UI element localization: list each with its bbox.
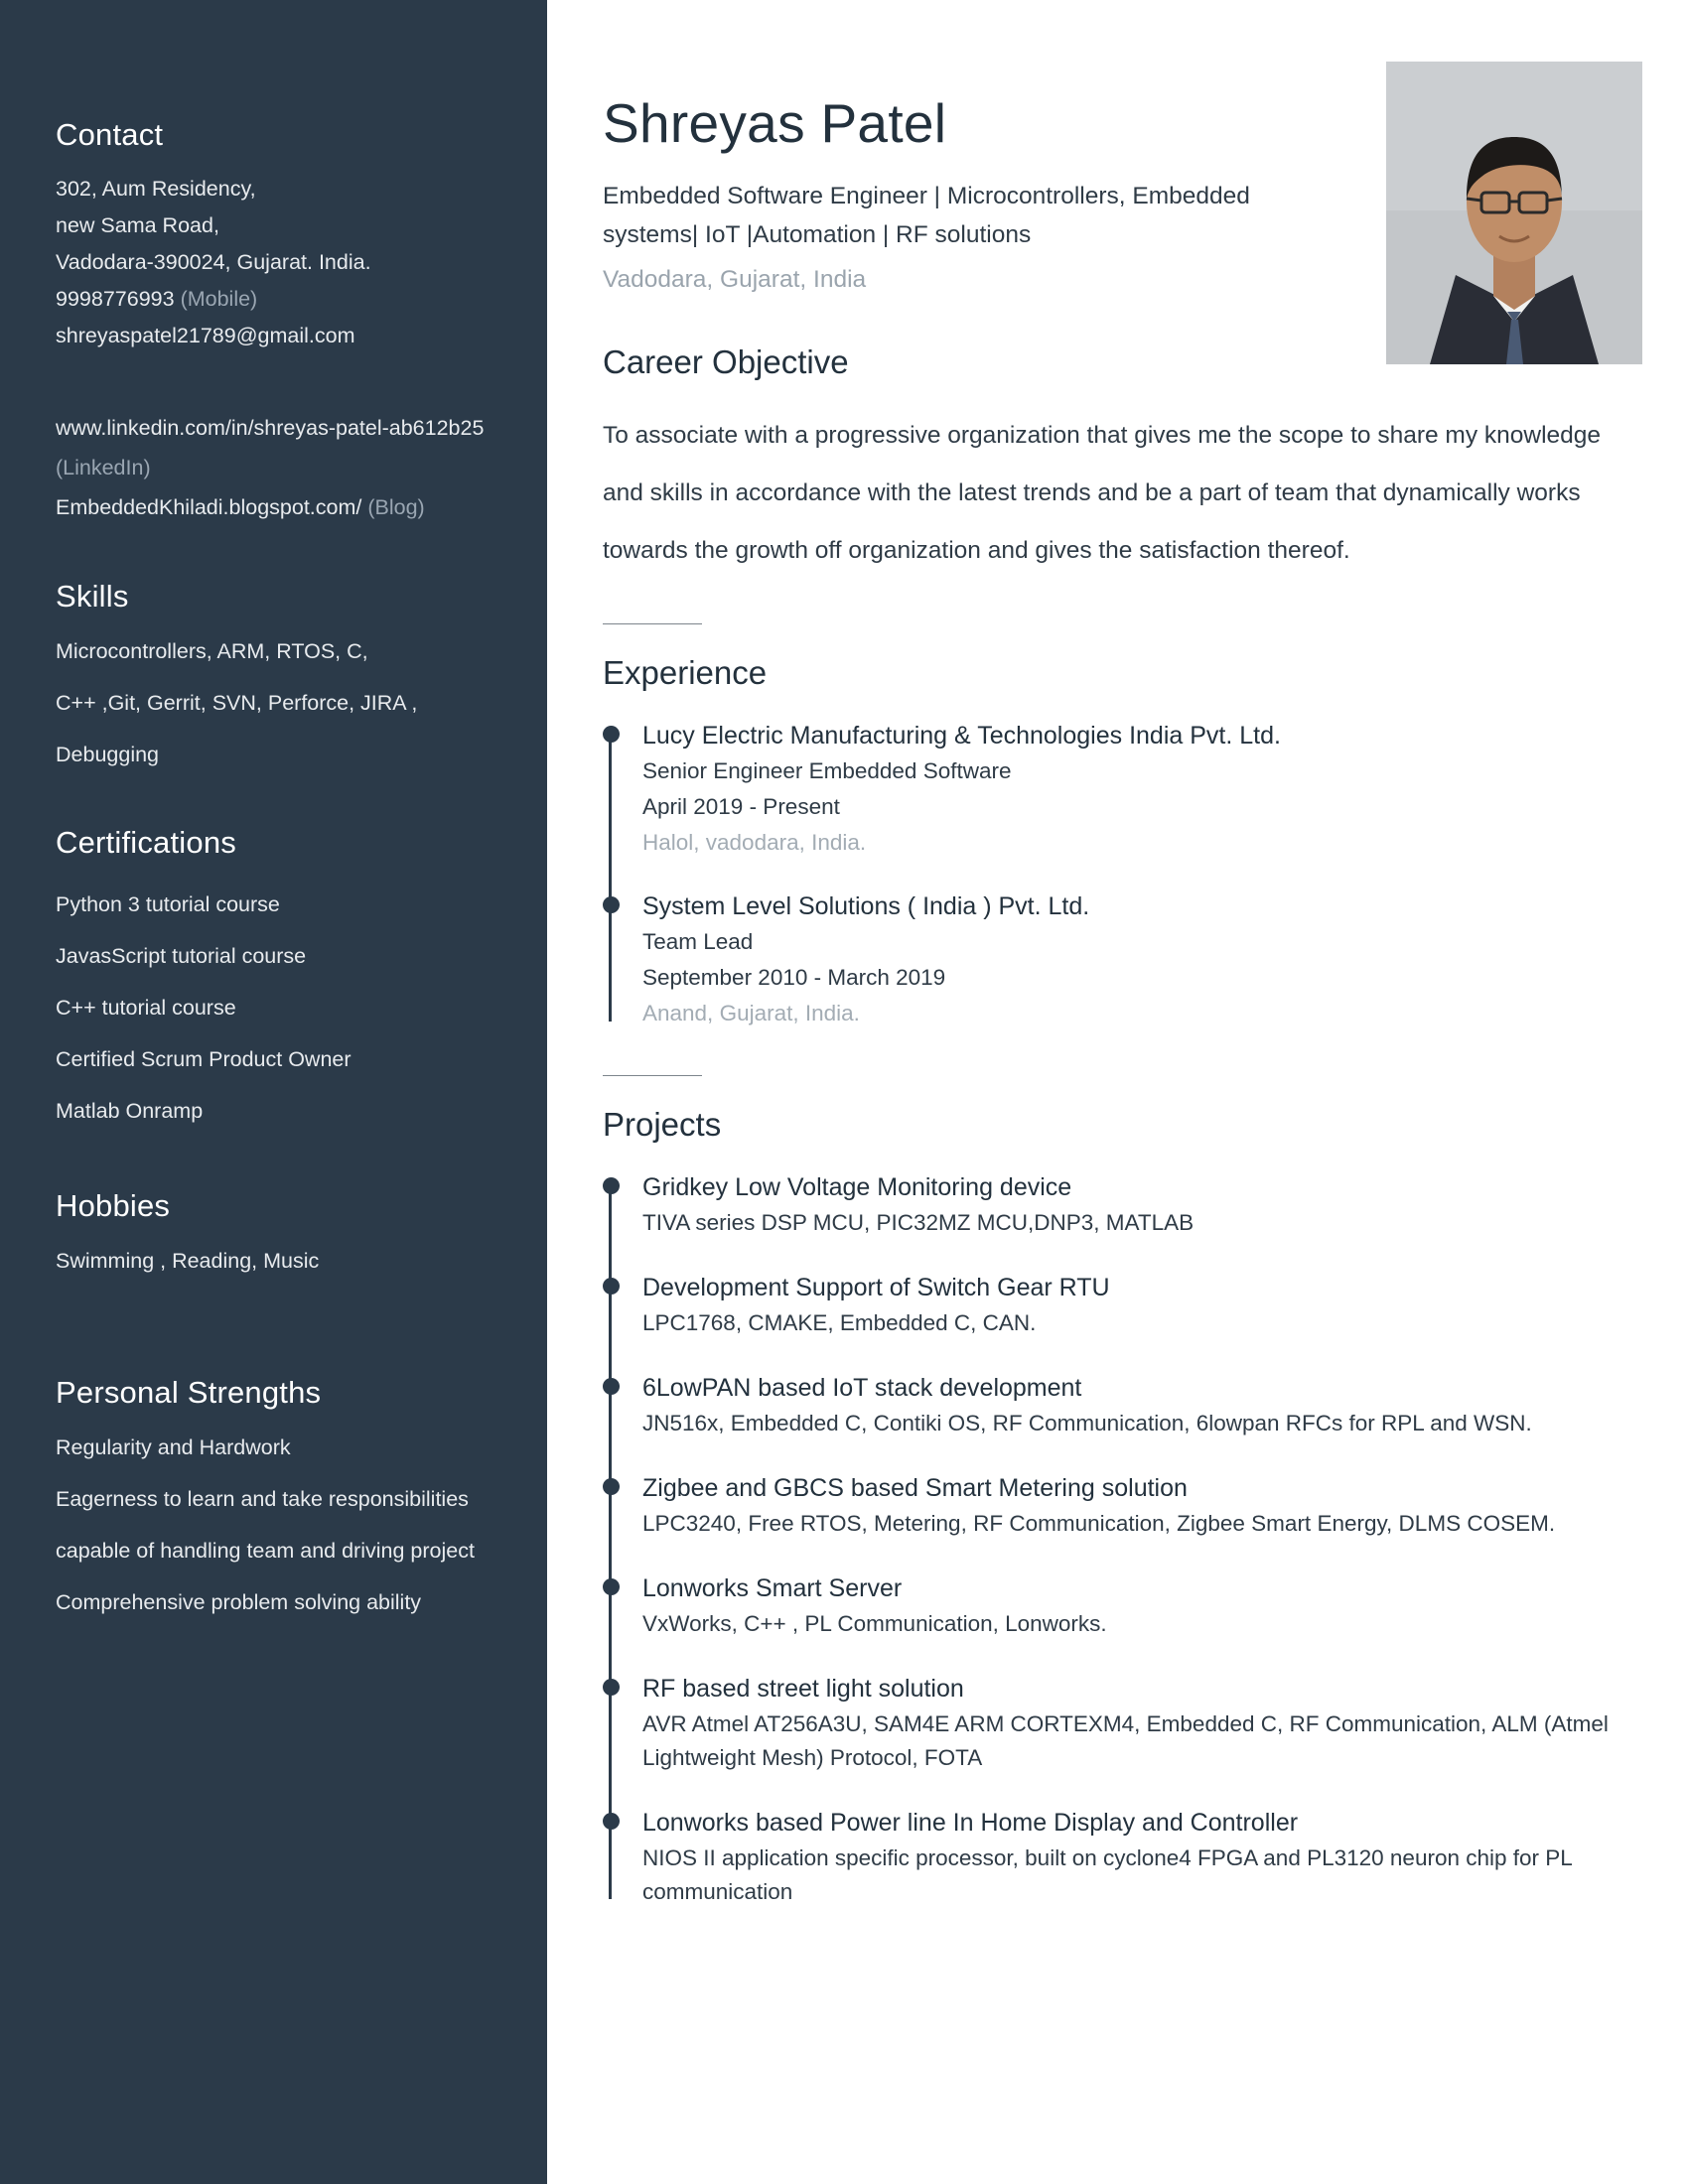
list-item: Python 3 tutorial course xyxy=(56,892,280,916)
strengths-heading: Personal Strengths xyxy=(56,1375,322,1410)
skills-line: Microcontrollers, ARM, RTOS, C, xyxy=(56,639,368,663)
certifications-heading: Certifications xyxy=(56,825,236,860)
location: Vadodara, Gujarat, India xyxy=(603,266,867,293)
blog-note: (Blog) xyxy=(367,495,425,519)
certifications-list xyxy=(56,879,492,1137)
project-desc: JN516x, Embedded C, Contiki OS, RF Communication, 6lowpan RFCs for RPL and WSN. xyxy=(642,1411,1532,1435)
experience-company: Lucy Electric Manufacturing & Technologies India Pvt. Ltd. xyxy=(642,722,1281,750)
project-desc: AVR Atmel AT256A3U, SAM4E ARM CORTEXM4, Embedded C, RF Communication, ALM (Atmel Lightweight Mesh) Protocol, FOTA xyxy=(642,1711,1609,1770)
skills-line: C++ ,Git, Gerrit, SVN, Perforce, JIRA , xyxy=(56,691,418,715)
projects-section xyxy=(603,1106,1642,1909)
project-desc: VxWorks, C++ , PL Communication, Lonworks. xyxy=(642,1611,1107,1636)
list-item: Eagerness to learn and take responsibilities xyxy=(56,1487,469,1511)
project-entry xyxy=(642,1270,1642,1340)
address-line-3: Vadodara-390024, Gujarat. India. xyxy=(56,250,371,274)
linkedin-note-line xyxy=(56,448,492,487)
project-desc: LPC1768, CMAKE, Embedded C, CAN. xyxy=(642,1310,1037,1335)
sidebar xyxy=(0,0,547,2184)
experience-dates: September 2010 - March 2019 xyxy=(642,965,946,990)
career-objective-text: To associate with a progressive organization that gives me the scope to share my knowledge and skills in accordance with the latest trends and be a part of team that dynamically works towards the growth off organization and gives the satisfaction thereof. xyxy=(603,422,1602,564)
projects-heading: Projects xyxy=(603,1106,722,1143)
project-title: Zigbee and GBCS based Smart Metering solution xyxy=(642,1474,1188,1502)
divider xyxy=(603,623,702,624)
hobbies-heading: Hobbies xyxy=(56,1188,171,1223)
project-entry xyxy=(642,1805,1642,1909)
career-objective-heading: Career Objective xyxy=(603,343,849,380)
skills-heading: Skills xyxy=(56,579,129,614)
main-content xyxy=(547,0,1688,2184)
project-entry xyxy=(642,1470,1642,1541)
project-title: 6LowPAN based IoT stack development xyxy=(642,1374,1082,1402)
blog-link-line xyxy=(56,487,492,527)
spacer xyxy=(56,354,492,408)
project-entry xyxy=(642,1169,1642,1240)
phone-note: (Mobile) xyxy=(180,287,258,311)
project-entry xyxy=(642,1671,1642,1775)
experience-dates: April 2019 - Present xyxy=(642,794,840,819)
projects-timeline xyxy=(603,1169,1642,1909)
address-line-1: 302, Aum Residency, xyxy=(56,177,256,201)
list-item: C++ tutorial course xyxy=(56,996,236,1020)
email-address[interactable]: shreyaspatel21789@gmail.com xyxy=(56,324,355,347)
strengths-list xyxy=(56,1429,492,1621)
experience-role: Senior Engineer Embedded Software xyxy=(642,758,1012,783)
experience-location: Anand, Gujarat, India. xyxy=(642,1001,860,1025)
experience-timeline xyxy=(603,718,1642,1031)
linkedin-link[interactable]: www.linkedin.com/in/shreyas-patel-ab612b25 xyxy=(56,416,485,440)
linkedin-note: (LinkedIn) xyxy=(56,456,151,479)
contact-links xyxy=(56,408,492,527)
project-title: Lonworks based Power line In Home Display and Controller xyxy=(642,1809,1299,1837)
project-title: RF based street light solution xyxy=(642,1675,964,1703)
list-item: Matlab Onramp xyxy=(56,1099,204,1123)
experience-location: Halol, vadodara, India. xyxy=(642,830,867,855)
profile-photo xyxy=(1386,62,1642,364)
project-entry xyxy=(642,1370,1642,1440)
project-title: Development Support of Switch Gear RTU xyxy=(642,1274,1110,1301)
project-title: Gridkey Low Voltage Monitoring device xyxy=(642,1173,1072,1201)
project-desc: TIVA series DSP MCU, PIC32MZ MCU,DNP3, MATLAB xyxy=(642,1210,1195,1235)
career-objective-section xyxy=(603,343,1642,580)
skills-line: Debugging xyxy=(56,743,160,766)
list-item: capable of handling team and driving project xyxy=(56,1539,475,1563)
hobbies-text: Swimming , Reading, Music xyxy=(56,1249,320,1273)
blog-link[interactable]: EmbeddedKhiladi.blogspot.com/ xyxy=(56,495,362,519)
experience-company: System Level Solutions ( India ) Pvt. Ltd. xyxy=(642,892,1090,920)
experience-role: Team Lead xyxy=(642,929,754,954)
divider xyxy=(603,1075,702,1076)
list-item: JavasScript tutorial course xyxy=(56,944,307,968)
list-item: Certified Scrum Product Owner xyxy=(56,1047,352,1071)
list-item: Comprehensive problem solving ability xyxy=(56,1590,422,1614)
spacer xyxy=(56,1294,492,1323)
experience-heading: Experience xyxy=(603,654,768,691)
experience-entry xyxy=(642,718,1642,861)
phone-line xyxy=(56,281,492,318)
page-title: Shreyas Patel xyxy=(603,92,947,154)
project-desc: LPC3240, Free RTOS, Metering, RF Communication, Zigbee Smart Energy, DLMS COSEM. xyxy=(642,1511,1556,1536)
skills-list xyxy=(56,632,492,773)
address-line-2: new Sama Road, xyxy=(56,213,219,237)
experience-entry xyxy=(642,888,1642,1031)
project-title: Lonworks Smart Server xyxy=(642,1574,903,1602)
contact-address xyxy=(56,171,492,354)
list-item: Regularity and Hardwork xyxy=(56,1435,291,1459)
project-entry xyxy=(642,1570,1642,1641)
experience-section xyxy=(603,654,1642,1031)
contact-heading: Contact xyxy=(56,117,164,152)
headline: Embedded Software Engineer | Microcontrollers, Embedded systems| IoT |Automation | RF solutions xyxy=(603,183,1250,248)
project-desc: NIOS II application specific processor, built on cyclone4 FPGA and PL3120 neuron chip for PL communication xyxy=(642,1845,1572,1904)
phone-number: 9998776993 xyxy=(56,287,175,311)
